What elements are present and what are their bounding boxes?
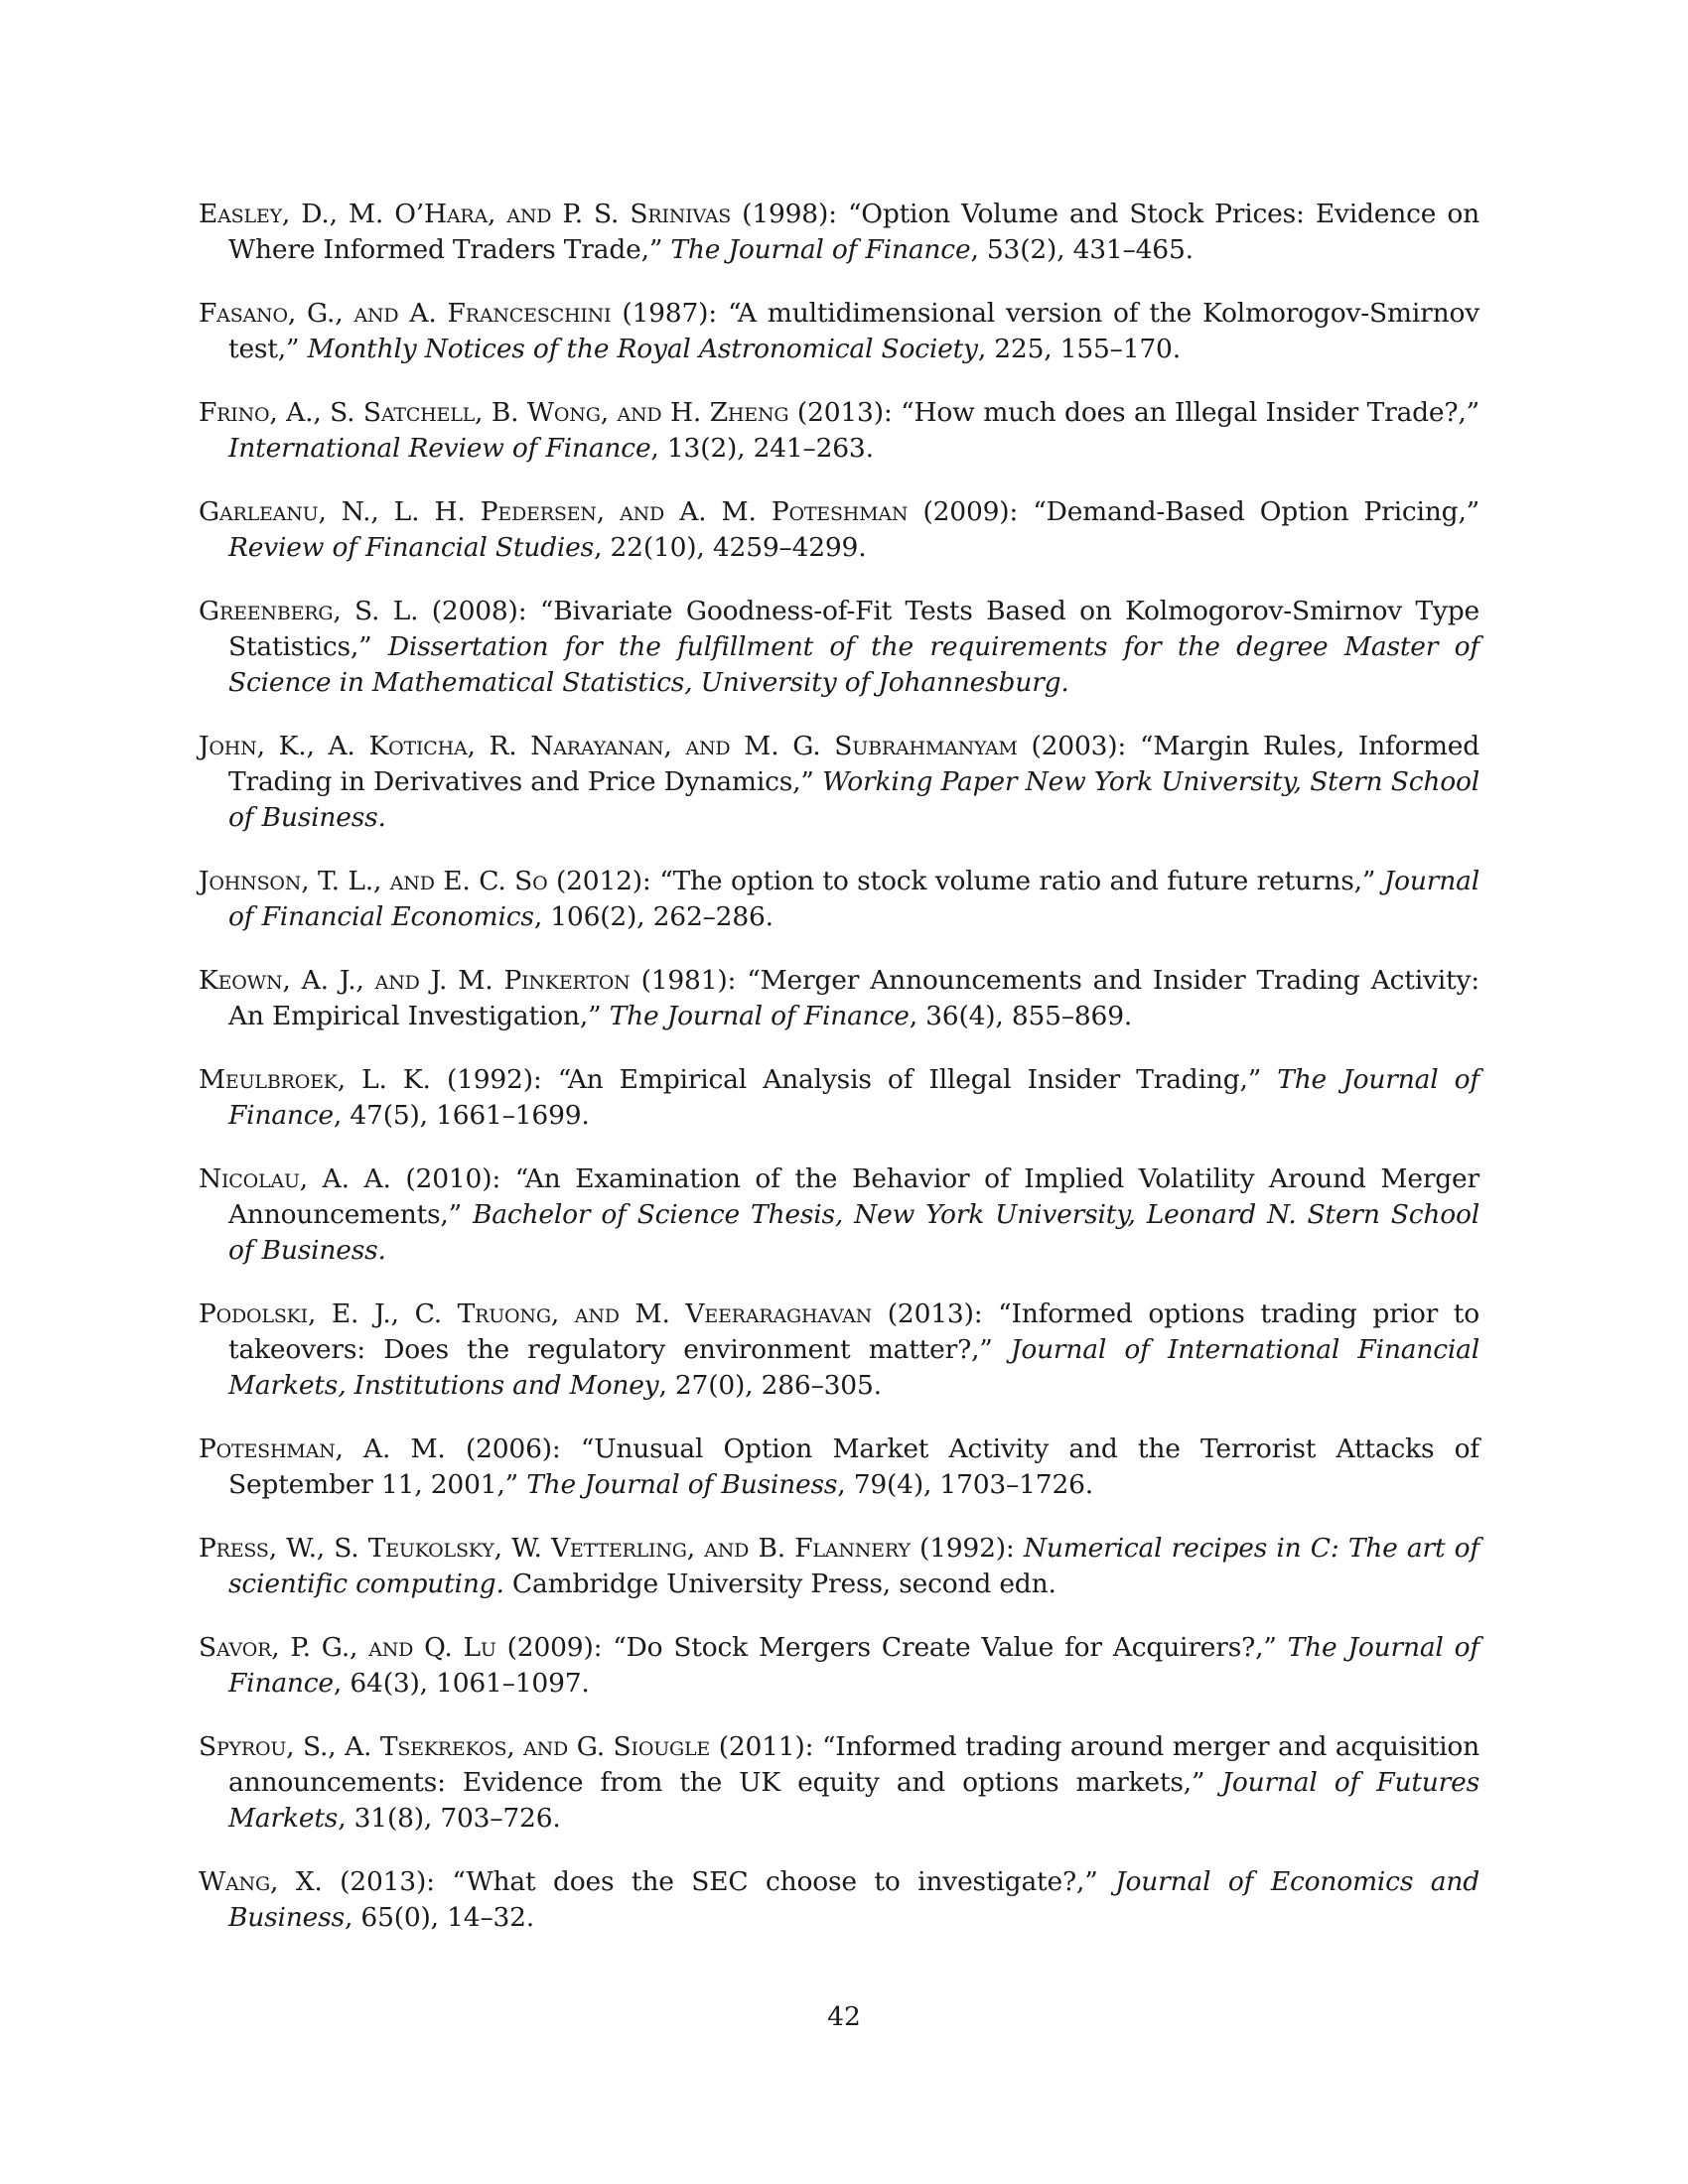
reference-venue: Working Paper New York University, Stern School of Business. [228,766,1479,833]
reference-venue: The Journal of Finance [228,1632,1480,1699]
reference-authors: Meulbroek, L. K. [199,1064,431,1095]
reference-title: “Demand-Based Option Pricing,” [1033,496,1480,527]
reference-entry [199,963,1479,1034]
reference-details: , 225, 155–170. [977,334,1181,364]
reference-details: , 13(2), 241–263. [650,433,874,464]
reference-venue: Bachelor of Science Thesis, New York University, Leonard N. Stern School of Business. [228,1199,1479,1266]
reference-year: (1981): [630,965,748,996]
reference-venue: The Journal of Finance [609,1001,910,1031]
reference-year: (2013): [788,397,902,428]
reference-title: “Unusual Option Market Activity and the Terrorist Attacks of September 11, 2001,” [228,1433,1479,1500]
reference-year: (2011): [710,1731,822,1762]
reference-authors: Fasano, G., and A. Franceschini [199,298,612,329]
reference-details: , 65(0), 14–32. [344,1902,535,1933]
reference-year: (2006): [445,1433,581,1464]
reference-title: “A multidimensional version of the Kolmorogov-Smirnov test,” [228,298,1479,364]
reference-details: , 53(2), 431–465. [970,234,1194,265]
reference-authors: Johnson, T. L., and E. C. So [199,866,548,896]
reference-details: , 47(5), 1661–1699. [333,1100,590,1131]
reference-authors: Frino, A., S. Satchell, B. Wong, and H. Zheng [199,397,789,428]
reference-entry [199,1729,1479,1837]
reference-year: (2012): [547,866,660,896]
reference-authors: Keown, A. J., and J. M. Pinkerton [199,965,631,996]
reference-title: “Bivariate Goodness-of-Fit Tests Based on Kolmogorov-Smirnov Type Statistics,” [228,596,1479,662]
reference-venue: Monthly Notices of the Royal Astronomical Society [307,334,978,364]
reference-year: (2013): [322,1866,453,1897]
reference-title: “Merger Announcements and Insider Trading Activity: An Empirical Investigation,” [228,965,1479,1031]
reference-year: (1987): [611,298,728,329]
reference-details: , 79(4), 1703–1726. [837,1469,1093,1500]
reference-year: (2009): [495,1632,614,1663]
reference-authors: Easley, D., M. O’Hara, and P. S. Srinivas [199,199,732,229]
reference-title: “Margin Rules, Informed Trading in Derivatives and Price Dynamics,” [228,731,1480,797]
reference-venue: Journal of Economics and Business [228,1866,1479,1933]
reference-authors: Podolski, E. J., C. Truong, and M. Veeraraghavan [199,1298,873,1329]
reference-entry [199,1531,1479,1602]
reference-entry [199,296,1479,367]
reference-details: , 27(0), 286–305. [658,1370,882,1401]
reference-year: (2009): [908,496,1034,527]
reference-venue: Journal of International Financial Markets, Institutions and Money [228,1334,1479,1401]
reference-year: (2010): [390,1163,515,1194]
reference-year: (2013): [872,1298,999,1329]
reference-title: “An Examination of the Behavior of Implied Volatility Around Merger Announcements,” [228,1163,1479,1230]
reference-year: (1992): [430,1064,558,1095]
reference-entry [199,729,1479,836]
reference-entry [199,1864,1479,1936]
reference-venue: International Review of Finance [228,433,651,464]
reference-list [199,197,1479,1964]
reference-authors: Spyrou, S., A. Tsekrekos, and G. Siougle [199,1731,711,1762]
reference-entry [199,1062,1479,1134]
reference-details: , 31(8), 703–726. [338,1803,561,1834]
reference-venue: The Journal of Business [526,1469,838,1500]
reference-details: , 36(4), 855–869. [909,1001,1133,1031]
reference-authors: Nicolau, A. A. [199,1163,391,1194]
reference-authors: Greenberg, S. L. [199,596,419,626]
reference-venue: Journal of Futures Markets [228,1767,1479,1834]
reference-title: “An Empirical Analysis of Illegal Insider Trading,” [557,1064,1278,1095]
reference-year: (2003): [1017,731,1140,761]
reference-authors: Press, W., S. Teukolsky, W. Vetterling, and B. Flannery [199,1533,911,1564]
reference-entry [199,1297,1479,1404]
reference-venue: The Journal of Finance [670,234,971,265]
reference-venue: Dissertation for the fulfillment of the requirements for the degree Master of Science in Mathematical Statistics, University of Johannesburg. [228,631,1480,698]
reference-details: , 64(3), 1061–1097. [333,1668,590,1699]
reference-details: , 22(10), 4259–4299. [594,532,867,563]
reference-year: (2008): [418,596,540,626]
reference-venue: Review of Financial Studies [228,532,595,563]
reference-venue: Numerical recipes in C: The art of scientific computing. [228,1533,1480,1599]
reference-authors: Wang, X. [199,1866,323,1897]
reference-entry [199,594,1479,701]
reference-title: “Option Volume and Stock Prices: Evidence on Where Informed Traders Trade,” [228,199,1480,265]
reference-entry [199,197,1479,268]
reference-entry [199,1161,1479,1269]
reference-entry [199,395,1479,467]
page-number: 42 [827,2001,861,2032]
reference-title: “Informed options trading prior to takeovers: Does the regulatory environment matter?,” [228,1298,1479,1365]
reference-venue: The Journal of Finance [228,1064,1480,1131]
reference-title: “The option to stock volume ratio and future returns,” [659,866,1384,896]
reference-title: “What does the SEC choose to investigate?,” [452,1866,1116,1897]
reference-entry [199,1432,1479,1503]
reference-title: “Do Stock Mergers Create Value for Acquirers?,” [613,1632,1288,1663]
reference-title: “Informed trading around merger and acquisition announcements: Evidence from the UK equity and options markets,” [228,1731,1480,1798]
reference-authors: Poteshman, A. M. [199,1433,446,1464]
reference-authors: John, K., A. Koticha, R. Narayanan, and M. G. Subrahmanyam [199,731,1018,761]
reference-title: “How much does an Illegal Insider Trade?,” [901,397,1479,428]
reference-venue: Journal of Financial Economics [228,866,1479,932]
reference-entry [199,1630,1479,1702]
reference-details: , 106(2), 262–286. [533,901,774,932]
reference-authors: Savor, P. G., and Q. Lu [199,1632,496,1663]
reference-year: (1998): [731,199,848,229]
reference-entry [199,864,1479,935]
reference-authors: Garleanu, N., L. H. Pedersen, and A. M. Poteshman [199,496,909,527]
reference-entry [199,494,1479,566]
reference-year: (1992): [910,1533,1024,1564]
reference-details: Cambridge University Press, second edn. [503,1569,1056,1599]
